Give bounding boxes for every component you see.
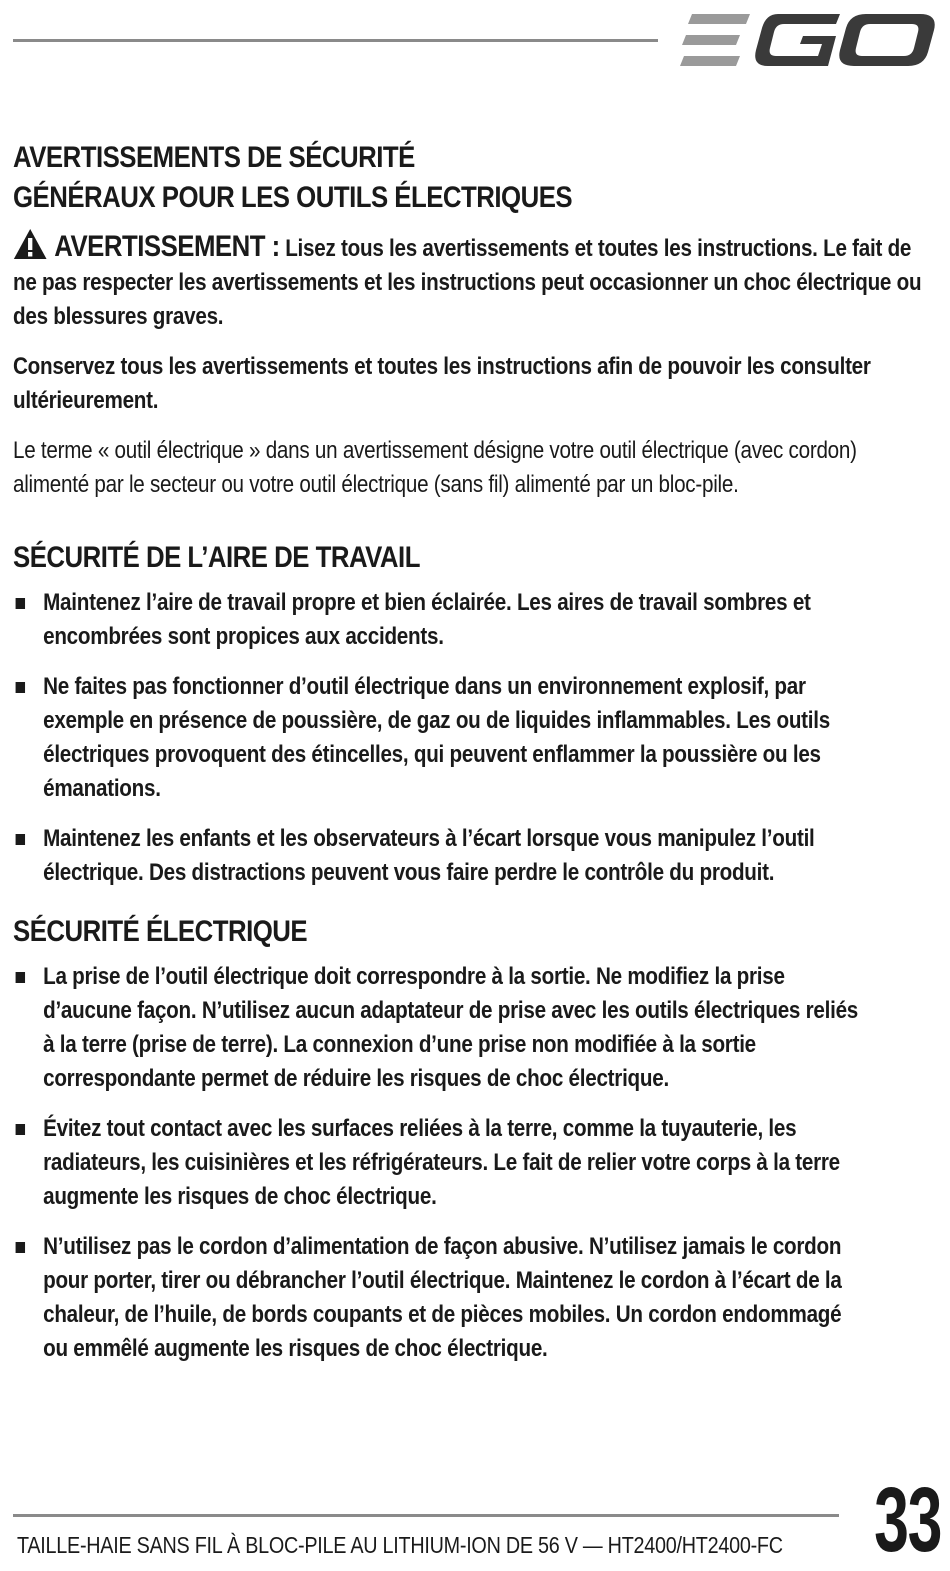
bullet-square-icon	[16, 1242, 25, 1253]
bullet-square-icon	[16, 682, 25, 693]
bullet-square-icon	[16, 1124, 25, 1135]
list-item	[13, 1112, 858, 1214]
section-title-electrical: SÉCURITÉ ÉLECTRIQUE	[13, 915, 308, 948]
warning-label: AVERTISSEMENT :	[54, 230, 280, 263]
bullet-square-icon	[16, 598, 25, 609]
page-title-line-2: GÉNÉRAUX POUR LES OUTILS ÉLECTRIQUES	[13, 181, 573, 214]
bullet-square-icon	[16, 972, 25, 983]
ego-logo	[680, 10, 938, 70]
footer-rule	[13, 1514, 839, 1517]
warning-triangle-icon	[13, 228, 47, 260]
list-item-text: Évitez tout contact avec les surfaces reliées à la terre, comme la tuyauterie, les radiateurs, les cuisinières et les réfrigérateurs. Le fait de relier votre corps à la terre augmente les risques de choc électrique.	[43, 1115, 840, 1210]
keep-instructions-paragraph: Conservez tous les avertissements et toutes les instructions afin de pouvoir les consulter ultérieurement.	[13, 353, 871, 414]
page-title-line-1: AVERTISSEMENTS DE SÉCURITÉ	[13, 141, 415, 174]
list-item	[13, 670, 858, 806]
list-item-text: Maintenez l’aire de travail propre et bien éclairée. Les aires de travail sombres et encombrées sont propices aux accidents.	[43, 589, 811, 650]
work-area-list	[13, 586, 933, 890]
list-item	[13, 960, 858, 1096]
list-item	[13, 822, 858, 890]
list-item-text: N’utilisez pas le cordon d’alimentation de façon abusive. N’utilisez jamais le cordon pour porter, tirer ou débrancher l’outil électrique. Maintenez le cordon à l’écart de la chaleur, de l’huile, de bords coupants et de pièces mobiles. Un cordon endommagé ou emmêlé augmente les risques de choc électrique.	[43, 1233, 842, 1362]
list-item	[13, 1230, 858, 1366]
list-item-text: Maintenez les enfants et les observateurs à l’écart lorsque vous manipulez l’outil électrique. Des distractions peuvent vous faire perdre le contrôle du produit.	[43, 825, 815, 886]
electrical-list	[13, 960, 933, 1366]
warning-paragraph	[13, 228, 933, 334]
list-item	[13, 586, 858, 654]
header-rule	[13, 39, 658, 42]
list-item-text: Ne faites pas fonctionner d’outil électrique dans un environnement explosif, par exemple en présence de poussière, de gaz ou de liquides inflammables. Les outils électriques provoquent des étincelles, qui peuvent enflammer la poussière ou les émanations.	[43, 673, 830, 802]
bullet-square-icon	[16, 834, 25, 845]
content	[13, 138, 933, 1382]
page-number: 33	[874, 1469, 942, 1571]
list-item-text: La prise de l’outil électrique doit correspondre à la sortie. Ne modifiez la prise d’aucune façon. N’utilisez aucun adaptateur de prise avec les outils électriques reliés à la terre (prise de terre). La connexion d’une prise non modifiée à la sortie correspondante permet de réduire les risques de choc électrique.	[43, 963, 859, 1092]
footer-product-title: TAILLE-HAIE SANS FIL À BLOC-PILE AU LITHIUM-ION DE 56 V — HT2400/HT2400-FC	[17, 1532, 783, 1558]
page-title	[13, 138, 931, 218]
definition-paragraph: Le terme « outil électrique » dans un avertissement désigne votre outil électrique (avec cordon) alimenté par le secteur ou votre outil électrique (sans fil) alimenté par un bloc-pile.	[13, 437, 857, 498]
warning-text: Lisez tous les avertissements et toutes les instructions. Le fait de ne pas respecter les avertissements et les instructions peut occasionner un choc électrique ou des blessures graves.	[13, 235, 922, 330]
section-title-work-area: SÉCURITÉ DE L’AIRE DE TRAVAIL	[13, 541, 420, 574]
